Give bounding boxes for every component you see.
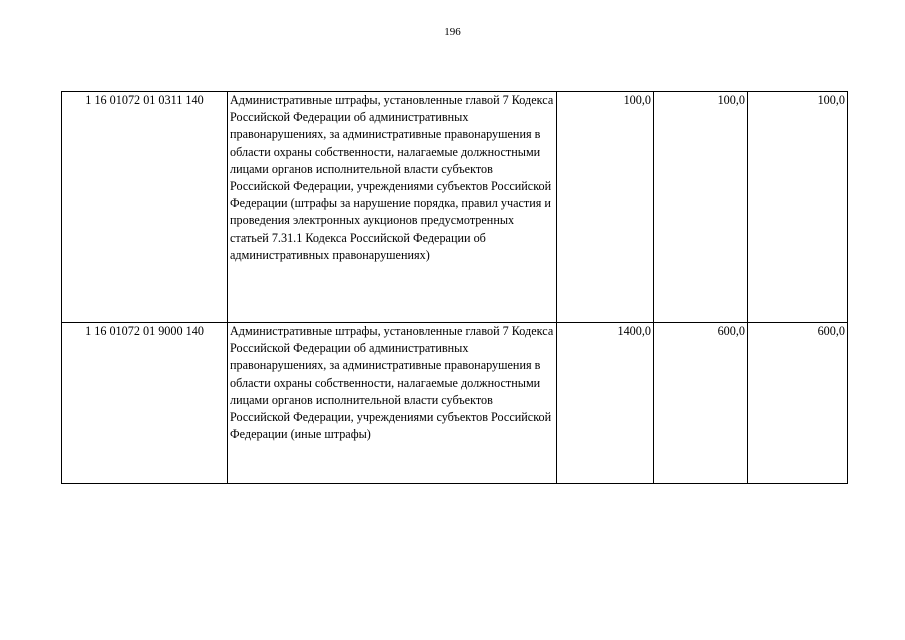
budget-code-cell: 1 16 01072 01 9000 140: [62, 323, 228, 484]
table-row: [62, 92, 848, 323]
value-cell-2: 100,0: [654, 92, 748, 323]
value-cell-1: 1400,0: [557, 323, 654, 484]
table-row: [62, 323, 848, 484]
value-cell-3: 100,0: [748, 92, 848, 323]
budget-code-cell: 1 16 01072 01 0311 140: [62, 92, 228, 323]
value-cell-2: 600,0: [654, 323, 748, 484]
value-cell-1: 100,0: [557, 92, 654, 323]
value-cell-3: 600,0: [748, 323, 848, 484]
budget-table: [61, 91, 848, 484]
page-number: 196: [444, 26, 461, 38]
description-cell: Административные штрафы, установленные главой 7 Кодекса Российской Федерации об административных правонарушениях, за административные правонарушения в области охраны собственности, налагаемые должностными лицами органов исполнительной власти субъектов Российской Федерации, учреждениями субъектов Российской Федерации (иные штрафы): [228, 323, 557, 484]
description-cell: Административные штрафы, установленные главой 7 Кодекса Российской Федерации об административных правонарушениях, за административные правонарушения в области охраны собственности, налагаемые должностными лицами органов исполнительной власти субъектов Российской Федерации, учреждениями субъектов Российской Федерации (штрафы за нарушение порядка, правил участия и проведения электронных аукционов предусмотренных статьей 7.31.1 Кодекса Российской Федерации об административных правонарушениях): [228, 92, 557, 323]
